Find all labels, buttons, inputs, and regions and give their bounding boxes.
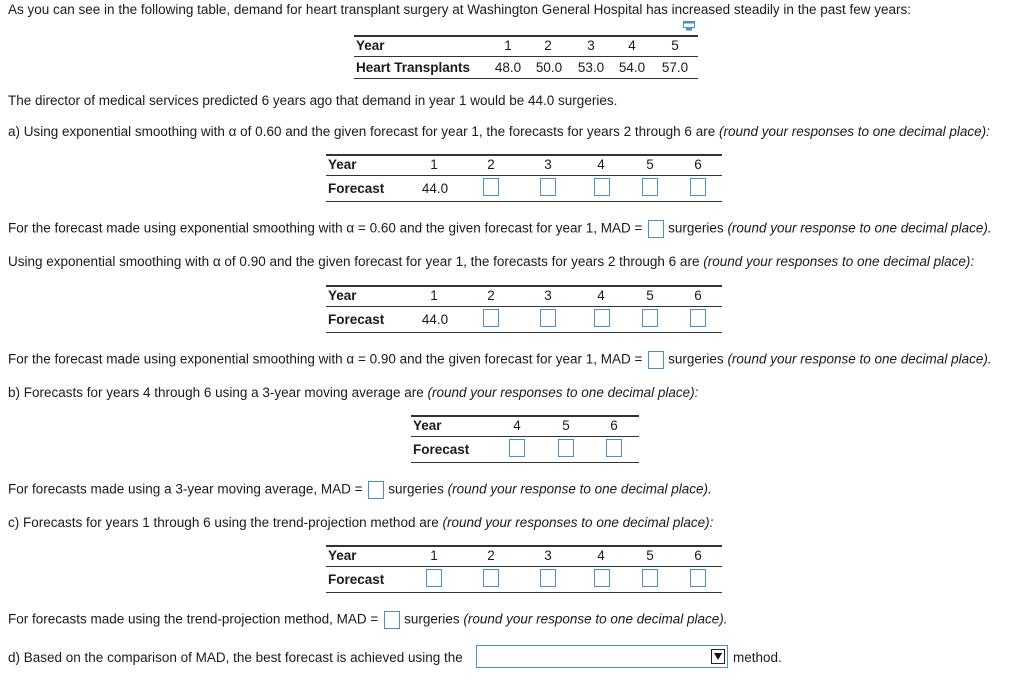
table-c-year-cell: 6 xyxy=(694,548,702,563)
demand-year-cell: 2 xyxy=(544,38,552,53)
mad-b-post: surgeries xyxy=(388,481,448,497)
table-a1-year-cell: 6 xyxy=(694,157,702,172)
part-d-suffix: method. xyxy=(733,650,782,665)
part-a-prompt2-italic: (round your responses to one decimal place): xyxy=(703,254,975,269)
mad-moving-average-row xyxy=(8,481,712,499)
table-a1-forecast-label: Forecast xyxy=(328,181,385,196)
mad-input-trend-projection[interactable] xyxy=(384,611,400,629)
table-a1-year-cell: 2 xyxy=(487,157,495,172)
table-a1-year-cell: 4 xyxy=(597,157,605,172)
mad-alpha-060-row xyxy=(8,220,992,238)
part-a-prompt xyxy=(8,124,990,139)
table-c-year-cell: 2 xyxy=(487,548,495,563)
forecast-input-c-y1[interactable] xyxy=(426,569,442,587)
table-a2-given-forecast: 44.0 xyxy=(421,312,449,327)
table-a2-forecast-label: Forecast xyxy=(328,312,385,327)
demand-value-cell: 48.0 xyxy=(494,60,522,75)
intro-text: As you can see in the following table, demand for heart transplant surgery at Washington General Hospital has increased steadily in the past few years: xyxy=(8,2,911,17)
forecast-input-a2-y5[interactable] xyxy=(642,309,658,327)
table-a2-year-cell: 2 xyxy=(487,288,495,303)
forecast-input-a1-y2[interactable] xyxy=(483,178,499,196)
table-a2-year-cell: 4 xyxy=(597,288,605,303)
mad-alpha-090-row xyxy=(8,351,992,369)
part-a-prompt-italic: (round your responses to one decimal place): xyxy=(718,124,990,139)
part-a-prompt-2 xyxy=(8,254,974,269)
part-c-prompt-italic: (round your responses to one decimal place): xyxy=(442,515,714,530)
mad-a2-italic: (round your response to one decimal place). xyxy=(727,351,992,367)
table-a2-year-label: Year xyxy=(328,288,357,303)
forecast-input-c-y4[interactable] xyxy=(594,569,610,587)
mad-input-alpha-090[interactable] xyxy=(648,351,664,369)
forecast-input-a1-y5[interactable] xyxy=(642,178,658,196)
forecast-input-a1-y6[interactable] xyxy=(690,178,706,196)
mad-a1-italic: (round your response to one decimal place). xyxy=(727,220,992,236)
forecast-input-c-y5[interactable] xyxy=(642,569,658,587)
demand-year-label: Year xyxy=(356,38,385,53)
forecast-input-a1-y4[interactable] xyxy=(594,178,610,196)
forecast-input-a2-y3[interactable] xyxy=(540,309,556,327)
mad-a1-post: surgeries xyxy=(668,220,728,236)
mad-b-italic: (round your response to one decimal place). xyxy=(447,481,712,497)
forecast-input-a1-y3[interactable] xyxy=(540,178,556,196)
best-method-select[interactable] xyxy=(476,645,728,668)
mad-a2-pre: For the forecast made using exponential smoothing with α = 0.90 and the given forecast for year 1, MAD = xyxy=(8,351,647,367)
demand-year-cell: 5 xyxy=(671,38,679,53)
table-a2-year-cell: 3 xyxy=(544,288,552,303)
part-a-prompt-main: a) Using exponential smoothing with α of 0.60 and the given forecast for year 1, the forecasts for years 2 through 6 are xyxy=(8,124,719,139)
table-c-forecast-label: Forecast xyxy=(328,572,385,587)
forecast-input-b-y4[interactable] xyxy=(509,439,525,457)
director-text: The director of medical services predicted 6 years ago that demand in year 1 would be 44.0 surgeries. xyxy=(8,93,618,108)
table-b-forecast-label: Forecast xyxy=(413,442,470,457)
table-a1-year-label: Year xyxy=(328,157,357,172)
demand-value-cell: 53.0 xyxy=(577,60,605,75)
popout-icon[interactable] xyxy=(683,21,695,31)
demand-year-cell: 1 xyxy=(504,38,512,53)
mad-trend-projection-row xyxy=(8,611,728,629)
table-c-year-cell: 5 xyxy=(646,548,654,563)
demand-transplants-label: Heart Transplants xyxy=(356,60,471,75)
table-b-year-cell: 5 xyxy=(562,418,570,433)
forecast-input-b-y5[interactable] xyxy=(558,439,574,457)
table-a1-given-forecast: 44.0 xyxy=(421,181,449,196)
demand-value-cell: 50.0 xyxy=(535,60,563,75)
mad-a2-post: surgeries xyxy=(668,351,728,367)
part-d-prompt: d) Based on the comparison of MAD, the best forecast is achieved using the xyxy=(8,650,463,665)
table-a1-year-cell: 3 xyxy=(544,157,552,172)
forecast-input-a2-y6[interactable] xyxy=(690,309,706,327)
table-c-year-cell: 1 xyxy=(430,548,438,563)
mad-c-italic: (round your response to one decimal place). xyxy=(463,611,728,627)
forecast-input-a2-y4[interactable] xyxy=(594,309,610,327)
mad-a1-pre: For the forecast made using exponential smoothing with α = 0.60 and the given forecast for year 1, MAD = xyxy=(8,220,647,236)
table-a2-year-cell: 6 xyxy=(694,288,702,303)
forecast-input-c-y3[interactable] xyxy=(540,569,556,587)
forecast-input-c-y6[interactable] xyxy=(690,569,706,587)
part-c-prompt-main: c) Forecasts for years 1 through 6 using the trend-projection method are xyxy=(8,515,443,530)
table-b-year-cell: 6 xyxy=(610,418,618,433)
part-b-prompt-italic: (round your responses to one decimal place): xyxy=(427,385,699,400)
demand-value-cell: 54.0 xyxy=(618,60,646,75)
table-c-year-cell: 3 xyxy=(544,548,552,563)
table-c-year-label: Year xyxy=(328,548,357,563)
demand-value-cell: 57.0 xyxy=(661,60,689,75)
part-c-prompt xyxy=(8,515,713,530)
table-b-year-label: Year xyxy=(413,418,442,433)
mad-c-post: surgeries xyxy=(404,611,464,627)
dropdown-arrow-icon[interactable] xyxy=(711,649,725,664)
demand-year-cell: 4 xyxy=(628,38,636,53)
part-b-prompt xyxy=(8,385,698,400)
demand-year-cell: 3 xyxy=(587,38,595,53)
table-a1-year-cell: 1 xyxy=(430,157,438,172)
forecast-input-c-y2[interactable] xyxy=(483,569,499,587)
mad-b-pre: For forecasts made using a 3-year moving average, MAD = xyxy=(8,481,367,497)
mad-input-moving-average[interactable] xyxy=(368,481,384,499)
table-a1-year-cell: 5 xyxy=(646,157,654,172)
table-a2-year-cell: 1 xyxy=(430,288,438,303)
part-b-prompt-main: b) Forecasts for years 4 through 6 using a 3-year moving average are xyxy=(8,385,428,400)
table-a2-year-cell: 5 xyxy=(646,288,654,303)
forecast-input-b-y6[interactable] xyxy=(606,439,622,457)
table-b-year-cell: 4 xyxy=(513,418,521,433)
forecast-input-a2-y2[interactable] xyxy=(483,309,499,327)
part-a-prompt2-main: Using exponential smoothing with α of 0.90 and the given forecast for year 1, the forecasts for years 2 through 6 are xyxy=(8,254,704,269)
mad-c-pre: For forecasts made using the trend-projection method, MAD = xyxy=(8,611,383,627)
mad-input-alpha-060[interactable] xyxy=(648,220,664,238)
table-c-year-cell: 4 xyxy=(597,548,605,563)
